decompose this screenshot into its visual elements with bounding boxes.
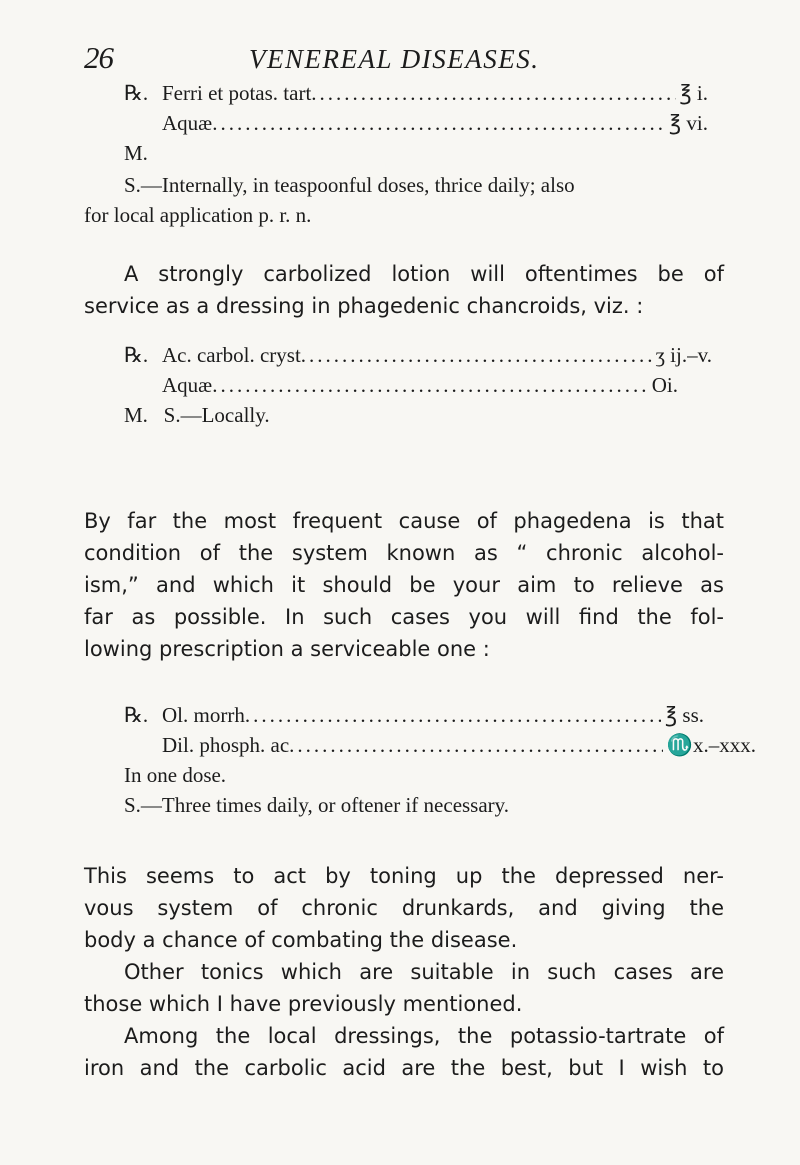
- text-line: By far the most frequent cause of phagedena is that: [84, 509, 724, 533]
- ingredient-quantity: ℥ vi.: [669, 111, 708, 135]
- ingredient-quantity: ℥ i.: [679, 81, 708, 105]
- recipe-symbol: ℞.: [124, 343, 149, 367]
- ingredient-name: Dil. phosph. ac: [162, 733, 290, 757]
- text-line: those which I have previously mentioned.: [84, 992, 523, 1016]
- page-number: 26: [84, 40, 113, 75]
- rx2-line-aquae: [162, 370, 678, 400]
- text-line: condition of the system known as “ chronic alcohol-: [84, 541, 724, 565]
- ingredient-name: Ferri et potas. tart: [162, 81, 312, 105]
- ingredient-quantity: ʒ ij.–v.: [655, 343, 712, 367]
- page-header: [84, 40, 724, 80]
- rx1-signa-line-2: for local application p. r. n.: [84, 203, 312, 227]
- paragraph-local-dressings: [84, 1020, 724, 1084]
- leader-dots: [311, 78, 675, 108]
- rx3-signa: S.—Three times daily, or oftener if necessary.: [124, 793, 510, 817]
- rx1-signa-line-1: S.—Internally, in teaspoonful doses, thrice daily; also: [124, 173, 575, 197]
- paragraph-toning: [84, 860, 724, 956]
- text-line: This seems to act by toning up the depressed ner-: [84, 864, 724, 888]
- text-line: vous system of chronic drunkards, and giving the: [84, 896, 724, 920]
- text-line: service as a dressing in phagedenic chancroids, viz. :: [84, 294, 644, 318]
- ingredient-name: Ac. carbol. cryst: [162, 343, 301, 367]
- running-head: VENEREAL DISEASES.: [249, 44, 540, 74]
- paragraph-carbolized-lotion: [84, 258, 724, 322]
- recipe-symbol: ℞.: [124, 81, 149, 105]
- text-line: A strongly carbolized lotion will oftentimes be of: [124, 262, 724, 286]
- text-line: ism,” and which it should be your aim to relieve as: [84, 573, 724, 597]
- rx1-line-ferri: [124, 78, 708, 108]
- leader-dots: [212, 108, 665, 138]
- ingredient-quantity: ♏x.–xxx.: [666, 733, 756, 757]
- ingredient-quantity: ℥ ss.: [665, 703, 704, 727]
- text-line: far as possible. In such cases you will find the fol-: [84, 605, 724, 629]
- paragraph-other-tonics: [84, 956, 724, 1020]
- recipe-symbol: ℞.: [124, 703, 149, 727]
- rx3-line-dil-phosph: [162, 730, 756, 760]
- text-line: Among the local dressings, the potassio-tartrate of: [124, 1024, 724, 1048]
- rx1-mix: M.: [124, 141, 148, 165]
- text-line: lowing prescription a serviceable one :: [84, 637, 490, 661]
- rx1-line-aquae: [162, 108, 708, 138]
- ingredient-quantity: Oi.: [651, 373, 678, 397]
- leader-dots: [245, 700, 661, 730]
- rx2-line-carbol: [124, 340, 712, 370]
- text-line: iron and the carbolic acid are the best, but I wish to: [84, 1056, 724, 1080]
- ingredient-name: Aquæ: [162, 111, 213, 135]
- text-line: Other tonics which are suitable in such cases are: [124, 960, 724, 984]
- ingredient-name: Ol. morrh: [162, 703, 245, 727]
- text-line: body a chance of combating the disease.: [84, 928, 518, 952]
- paragraph-chronic-alcoholism: [84, 505, 724, 665]
- leader-dots: [212, 370, 648, 400]
- rx3-dose: In one dose.: [124, 763, 227, 787]
- ingredient-name: Aquæ: [162, 373, 213, 397]
- rx3-line-ol-morrh: [124, 700, 704, 730]
- rx2-mix-signa: M. S.—Locally.: [124, 403, 270, 427]
- leader-dots: [289, 730, 663, 760]
- leader-dots: [301, 340, 652, 370]
